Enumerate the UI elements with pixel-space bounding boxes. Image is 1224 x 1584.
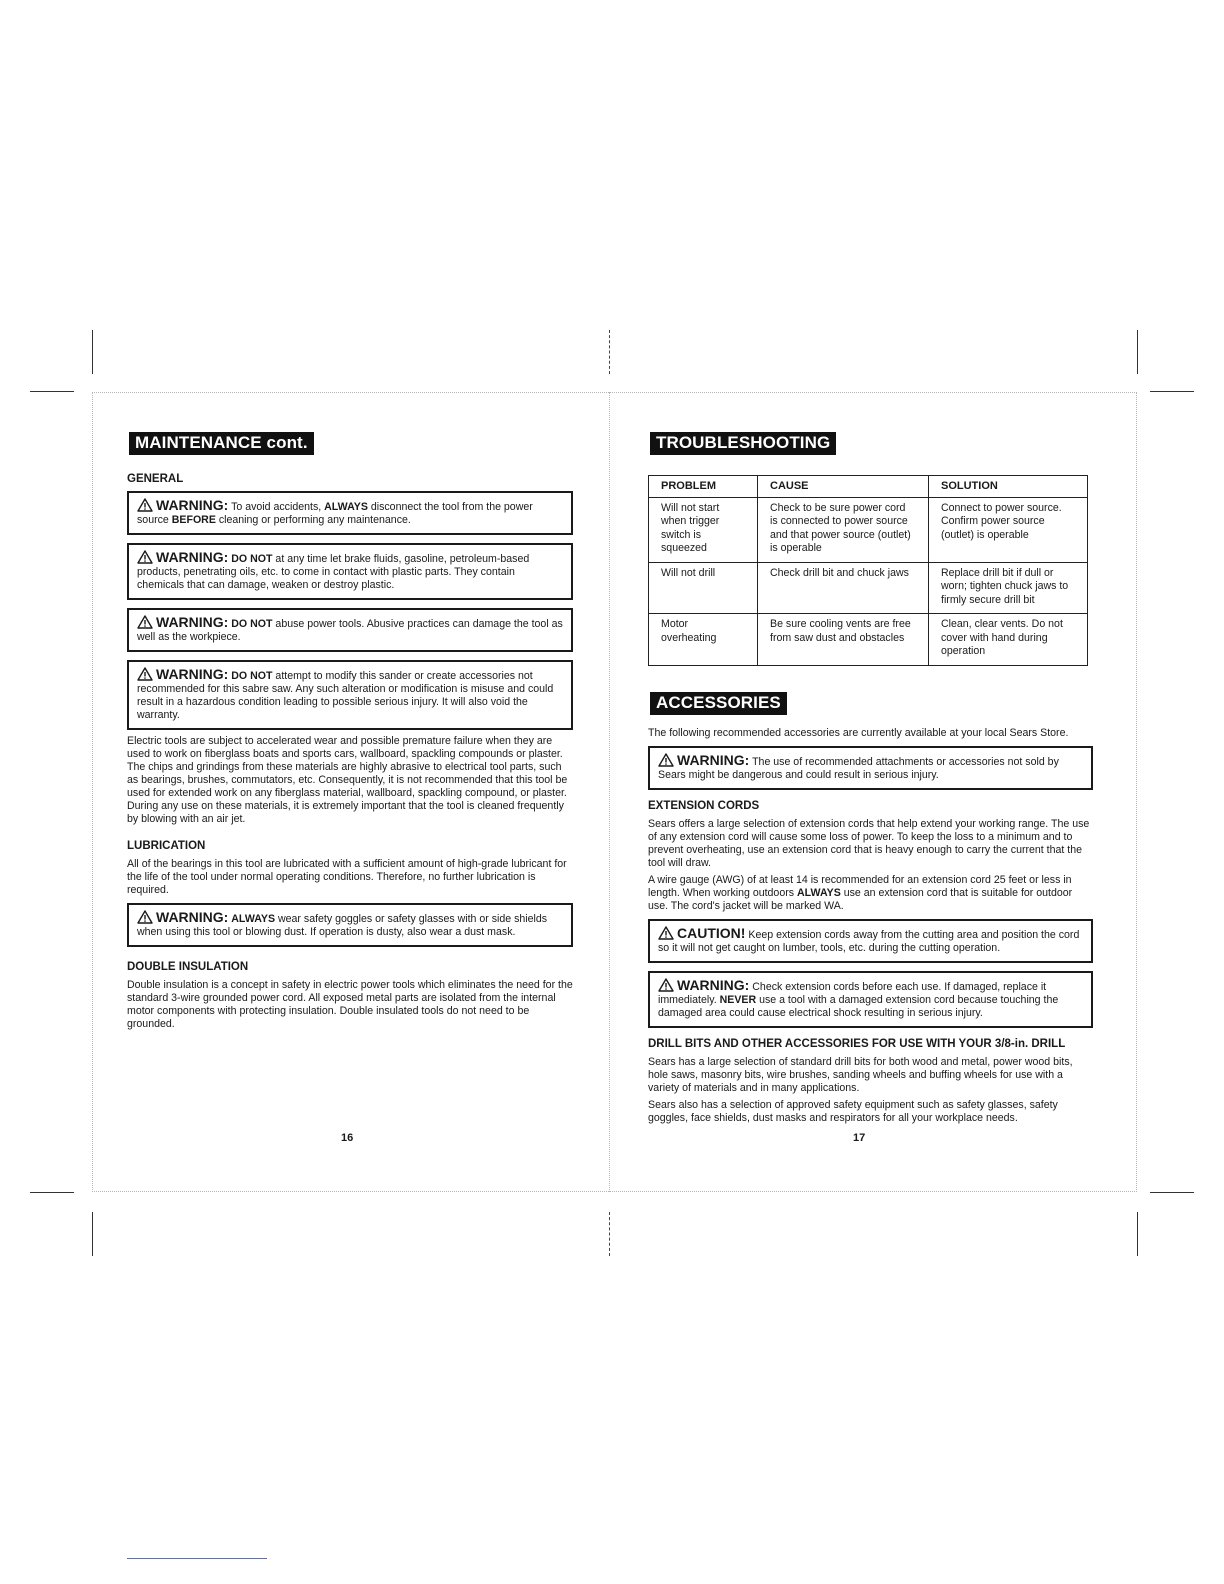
right-page: [648, 430, 1093, 1129]
extension-paragraph-2: [648, 874, 1093, 913]
warning-text: The use of recommended attachments or accessories not sold by Sears might be dangerous and could result in serious injury.: [658, 755, 1059, 781]
crop-mark-right-bottom: [1150, 1192, 1194, 1193]
table-cell: Will not start when trigger switch is squeezed: [649, 497, 758, 562]
table-cell: Motor overheating: [649, 614, 758, 666]
emphasis-text: NEVER: [719, 993, 757, 1006]
warning-text: abuse power tools. Abusive practices can damage the tool as well as the workpiece.: [137, 618, 563, 643]
emphasis-text: ALWAYS: [231, 913, 276, 925]
warning-text: Check extension cords before each use. If damaged, replace it immediately.: [658, 980, 1047, 1006]
double-insulation-paragraph: Double insulation is a concept in safety in electric power tools which eliminates the need for the standard 3-wire grounded power cord. All exposed metal parts are isolated from the internal motor components with protecting insulation. Double insulated tools do not need to be grounded.: [127, 979, 573, 1030]
signal-word: WARNING:: [156, 666, 229, 682]
warning-text: wear safety goggles or safety glasses with or side shields when using this tool or blowing dust. If operation is dusty, also wear a dust mask.: [137, 913, 548, 938]
table-cell: Clean, clear vents. Do not cover with hand during operation: [929, 614, 1088, 666]
table-header: CAUSE: [758, 476, 929, 498]
accessories-intro: The following recommended accessories are currently available at your local Sears Store.: [648, 726, 1069, 739]
warning-box: [648, 971, 1093, 1028]
warning-box: [127, 608, 573, 652]
crop-mark-bottom-right: [1137, 1212, 1138, 1256]
general-paragraph: Electric tools are subject to accelerated wear and possible premature failure when they are used to work on fiberglass boats and sports cars, wallboard, spackling compounds or plaster. The chips and grindings from these materials are highly abrasive to electrical tool parts, such as bearings, brushes, commutators, etc. Consequently, it is not recommended that this tool be used for extended work on any fiberglass material, wallboard, spackling compound, or plaster. During any use on these materials, it is extremely important that the tool is cleaned frequently by blowing with an air jet.: [127, 735, 568, 825]
troubleshooting-title: TROUBLESHOOTING: [648, 430, 838, 457]
table-header: PROBLEM: [649, 476, 758, 498]
warning-box: [127, 491, 573, 535]
signal-word: WARNING:: [156, 497, 229, 513]
warning-triangle-icon: [137, 667, 153, 681]
warning-text: A wire gauge (AWG) of at least 14 is recommended for an extension cord 25 feet or less in length. When working outdoors: [648, 873, 1072, 899]
warning-triangle-icon: [658, 753, 674, 767]
warning-text: attempt to modify this sander or create accessories not recommended for this sabre saw. Any such alteration or modification is misuse and could result in a hazardous condition leading to possible serious injury. It will also void the warranty.: [137, 670, 554, 721]
crop-mark-right-top: [1150, 391, 1194, 392]
drill-paragraph-2: Sears also has a selection of approved safety equipment such as safety glasses, safety goggles, face shields, dust masks and respirators for all your workplace needs.: [648, 1098, 1058, 1124]
warning-text: To avoid accidents,: [228, 501, 325, 513]
signal-word: CAUTION!: [677, 924, 746, 941]
crop-mark-top-right: [1137, 330, 1138, 374]
general-heading: GENERAL: [127, 473, 184, 485]
warning-box: [127, 903, 573, 947]
table-cell: Check to be sure power cord is connected to power source and that power source (outlet) is operable: [758, 497, 929, 562]
crop-mark-left-bottom: [30, 1192, 74, 1193]
warning-triangle-icon: [658, 926, 674, 940]
extension-cords-heading: EXTENSION CORDS: [648, 799, 760, 812]
accessories-title: ACCESSORIES: [648, 690, 789, 717]
drill-paragraph-1: Sears has a large selection of standard drill bits for both wood and metal, power wood bits, hole saws, masonry bits, wire brushes, sanding wheels and buffing wheels for use with a variety of materials and in many applications.: [648, 1055, 1073, 1094]
caution-box: [648, 919, 1093, 963]
warning-text: cleaning or performing any maintenance.: [215, 514, 411, 526]
warning-box: [127, 543, 573, 600]
warning-box: [127, 660, 573, 730]
table-row: [649, 562, 1088, 614]
table-cell: Check drill bit and chuck jaws: [758, 562, 929, 614]
fold-mark-top: [609, 330, 610, 374]
crop-mark-left-top: [30, 391, 74, 392]
table-row: [649, 497, 1088, 562]
troubleshooting-table: [648, 475, 1088, 666]
signal-word: WARNING:: [677, 976, 750, 993]
footer-rule: [127, 1558, 267, 1559]
lubrication-paragraph: All of the bearings in this tool are lubricated with a sufficient amount of high-grade lubricant for the life of the tool under normal operating conditions. Therefore, no further lubrication is required.: [127, 858, 567, 896]
signal-word: WARNING:: [677, 751, 750, 768]
warning-triangle-icon: [137, 550, 153, 564]
lubrication-heading: LUBRICATION: [127, 840, 206, 852]
crop-mark-bottom-left: [92, 1212, 93, 1256]
center-fold: [609, 392, 610, 1192]
fold-mark-bottom: [609, 1212, 610, 1256]
signal-word: WARNING:: [156, 549, 229, 565]
table-cell: Will not drill: [649, 562, 758, 614]
table-header: SOLUTION: [929, 476, 1088, 498]
warning-text: at any time let brake fluids, gasoline, petroleum-based products, penetrating oils, etc. to come in contact with plastic parts. They contain chemicals that can damage, weaken or destroy plastic.: [137, 553, 530, 591]
emphasis-text: DO NOT: [231, 618, 273, 630]
warning-text: use an extension cord that is suitable for outdoor use. The cord's jacket will be marked WA.: [648, 886, 1073, 912]
emphasis-text: ALWAYS: [324, 501, 368, 513]
left-page: [127, 430, 573, 1035]
emphasis-text: ALWAYS: [797, 886, 841, 899]
page-number-left: 16: [341, 1132, 354, 1144]
extension-paragraph-1: Sears offers a large selection of extension cords that help extend your working range. The use of any extension cord will cause some loss of power. To keep the loss to a minimum and to prevent overheating, use an extension cord that is heavy enough to carry the current that the tool will draw.: [648, 817, 1090, 869]
warning-text: use a tool with a damaged extension cord because touching the damaged area could cause electrical shock resulting in serious injury.: [658, 993, 1059, 1019]
warning-text: Keep extension cords away from the cutting area and position the cord so it will not get caught on lumber, tools, etc. during the cutting operation.: [658, 928, 1080, 954]
table-cell: Replace drill bit if dull or worn; tighten chuck jaws to firmly secure drill bit: [929, 562, 1088, 614]
emphasis-text: DO NOT: [231, 670, 273, 682]
emphasis-text: DO NOT: [231, 553, 273, 565]
warning-triangle-icon: [658, 978, 674, 992]
signal-word: WARNING:: [156, 614, 229, 630]
emphasis-text: BEFORE: [171, 514, 216, 526]
signal-word: WARNING:: [156, 909, 229, 925]
maintenance-title: MAINTENANCE cont.: [127, 430, 316, 457]
warning-text: disconnect the tool from the power source: [137, 501, 533, 526]
warning-triangle-icon: [137, 615, 153, 629]
warning-box: [648, 746, 1093, 790]
warning-triangle-icon: [137, 498, 153, 512]
warning-triangle-icon: [137, 910, 153, 924]
double-insulation-heading: DOUBLE INSULATION: [127, 961, 249, 973]
table-row: [649, 614, 1088, 666]
table-header-row: [649, 476, 1088, 498]
table-cell: Connect to power source. Confirm power source (outlet) is operable: [929, 497, 1088, 562]
drill-bits-heading: DRILL BITS AND OTHER ACCESSORIES FOR USE WITH YOUR 3/8-in. DRILL: [648, 1037, 1066, 1050]
page-number-right: 17: [853, 1132, 866, 1144]
crop-mark-top-left: [92, 330, 93, 374]
table-cell: Be sure cooling vents are free from saw dust and obstacles: [758, 614, 929, 666]
